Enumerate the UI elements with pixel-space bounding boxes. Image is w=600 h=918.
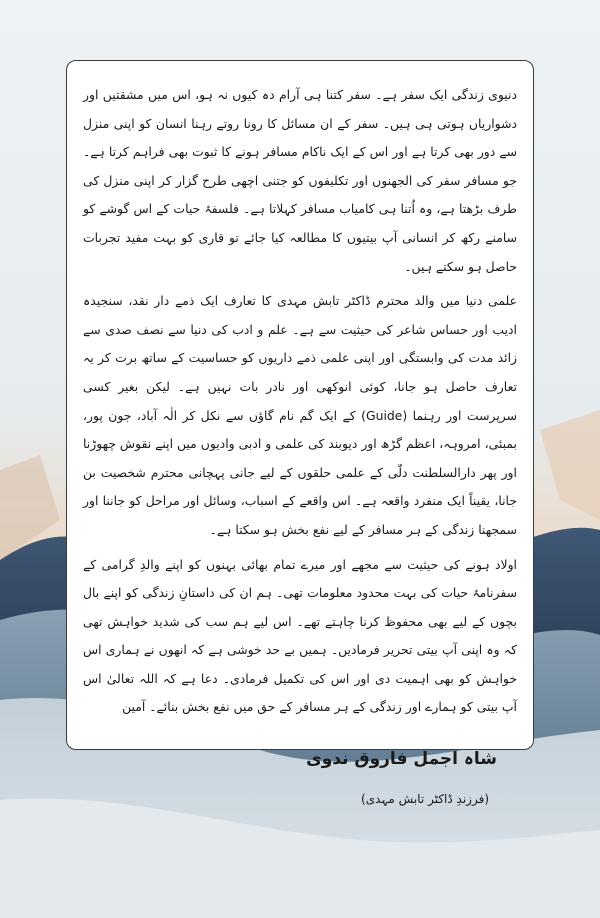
author-name: شاہ اجمل فاروق ندوی [306, 749, 497, 770]
author-relation: (فرزندِ ڈاکٹر تابش مہدی) [360, 792, 489, 807]
signature-block [83, 744, 517, 812]
paragraph-2: علمی دنیا میں والد محترم ڈاکٹر تابش مہدی کا تعارف ایک ذمے دار نقد، سنجیدہ ادیب اور حساس شاعر کی حیثیت سے ہے۔ علم و ادب کی دنیا سے نصف صدی سے زائد مدت کی وابستگی اور اپنی علمی ذمے داریوں کو حساسیت کے ساتھ برت کر یہ تعارف حاصل ہو جانا، کوئی انوکھی اور نادر بات نہیں ہے۔ لیکن بغیر کسی سرپرست اور رہنما (Guide) کے ایک گم نام گاؤں سے نکل کر الٰہ آباد، جون پور، بمبئی، امروہہ، اعظم گڑھ اور دیوبند کی علمی و ادبی وادیوں میں اپنے نقوش چھوڑنا اور پھر دارالسلطنت دلّی کے علمی حلقوں کے لیے جانی پہچانی محترم شخصیت بن جانا، یقیناً ایک منفرد واقعہ ہے۔ اس واقعے کے اسباب، وسائل اور مراحل کو جاننا اور سمجھنا زندگی کے ہر مسافر کے لیے نفع بخش ہو سکتا ہے۔ [83, 293, 517, 537]
paragraph-3: اولاد ہونے کی حیثیت سے مجھے اور میرے تمام بھائی بہنوں کو اپنے والدِ گرامی کے سفرنامۂ حیات کی بہت محدود معلومات تھی۔ ہم ان کی داستانِ زندگی کو اپنے بال بچوں کے لیے بھی محفوظ کرنا چاہتے تھے۔ اس لیے ہم سب کی شدید خواہش تھی کہ وہ اپنی آپ بیتی تحریر فرمادیں۔ ہمیں بے حد خوشی ہے کہ انھوں نے ہماری اس خواہش کو بھی اہمیت دی اور اس کی تکمیل فرمادی۔ دعا ہے کہ اللہ تعالیٰ اس آپ بیتی کو ہمارے اور زندگی کے ہر مسافر کے حق میں نفع بخش بنائے۔ آمین [83, 556, 517, 715]
paragraph-1: دنیوی زندگی ایک سفر ہے۔ سفر کتنا ہی آرام دہ کیوں نہ ہو، اس میں مشقتیں اور دشواریاں ہوتی ہی ہیں۔ سفر کے ان مسائل کا رونا روتے رہنا انسان کو اپنی منزل سے دور بھی کرتا ہے اور اس کے ایک ناکام مسافر ہونے کا ثبوت بھی فراہم کرتا ہے۔ جو مسافر سفر کی الجھنوں اور تکلیفوں کو جتنی اچھی طرح گزار کر اپنی منزل کی طرف بڑھتا ہے، وہ اُتنا ہی کامیاب مسافر کہلاتا ہے۔ فلسفۂ حیات کے اس گوشے کو سامنے رکھ کر انسانی آپ بیتیوں کا مطالعہ کیا جائے تو قاری کو بہت مفید تجربات حاصل ہو سکتے ہیں۔ [83, 87, 517, 274]
back-cover-text-card [66, 60, 534, 807]
